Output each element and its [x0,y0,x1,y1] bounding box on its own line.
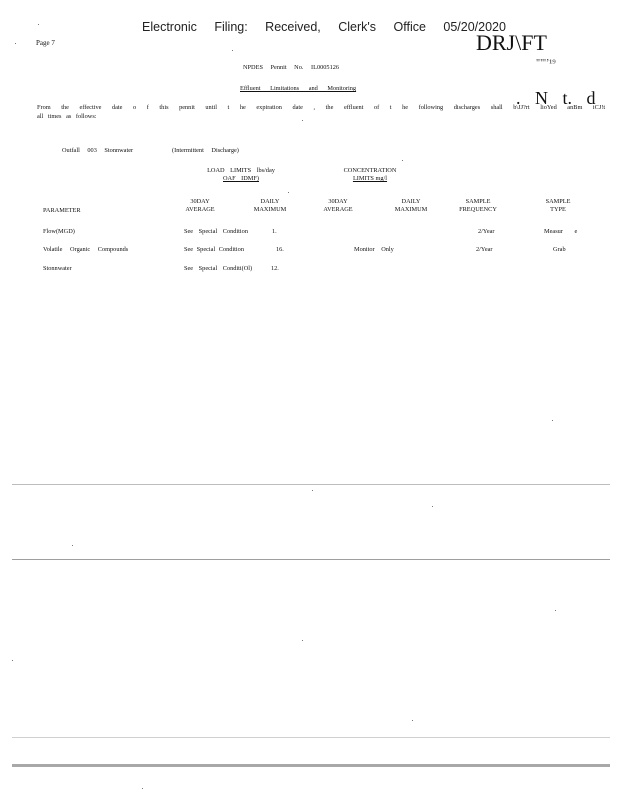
column-header-parameter: PARAMETER [43,207,81,214]
concentration-limits-header [330,167,410,183]
column-header-conc-daily [390,198,432,214]
column-header-line-1: DAILY [260,198,280,205]
row-3-load-average: See Special Conditi(Ol) [184,265,253,272]
row-2-load-average: See Special Condition [184,246,244,253]
column-header-line-2: MAXIMUM [253,206,287,214]
scan-speck [232,50,233,51]
column-header-line-1: SAMPLE [545,198,571,205]
scan-speck [72,545,73,546]
concentration-line-1: CONCENTRATION [343,167,397,174]
column-header-line-1: 30DAY [190,198,210,205]
scan-speck [552,420,553,421]
load-limits-header [196,167,286,183]
scan-speck [302,120,303,121]
section-title: Effluent Limitations and Monitoring [240,85,357,92]
scan-rule [12,737,610,738]
load-limits-line-2: OAF IDMF) [222,175,259,183]
row-1-parameter: Flow(MGD) [43,228,75,235]
row-1-load-average: See Special Condition [184,228,248,235]
outfall-name: Outfall 003 Stonnwater [62,147,134,154]
row-1-frequency: 2/Year [478,228,495,235]
column-header-load-daily [250,198,290,214]
row-2-sample-type: Grab [553,246,566,253]
outfall-type: (Intermittent Discharge) [172,147,239,154]
scan-speck [412,720,413,721]
column-header-sample-type [538,198,578,214]
column-header-line-1: SAMPLE [465,198,491,205]
scan-speck [402,160,403,161]
column-header-line-1: DAILY [401,198,421,205]
draft-watermark: DRJ\FT [476,30,547,55]
row-2-parameter: Volatile Organic Compounds [43,246,129,253]
scan-speck [312,490,313,491]
margin-annotation: . N t. d [516,88,596,108]
scan-rule [12,559,610,560]
column-header-conc-30day [318,198,358,214]
column-header-line-2: FREQUENCY [459,206,497,214]
row-2-conc-average: Monitor Only [354,246,394,253]
column-header-sample-frequency [456,198,500,214]
row-3-parameter: Stonnwater [43,265,72,272]
row-1-load-maximum: 1. [272,228,277,235]
load-limits-line-1: LOAD LIMITS lbs/day [207,167,275,174]
intro-line-2: all times as follows: [37,113,97,120]
row-2-load-maximum: 16. [276,246,284,253]
row-2-frequency: 2/Year [476,246,493,253]
scan-speck [12,660,13,661]
column-header-line-2: AVERAGE [185,206,215,214]
row-1-sample-type: Measur e [544,228,578,235]
column-header-line-2: TYPE [550,206,566,214]
permit-number-line: NPDES Pennit No. IL0005126 [243,64,340,71]
column-header-line-2: MAXIMUM [394,206,428,214]
scan-speck [38,24,39,25]
scan-speck [15,43,16,44]
scan-speck [432,506,433,507]
scan-speck [302,640,303,641]
scan-speck [288,192,289,193]
filing-stamp: Electronic Filing: Received, Clerk's Office 05/20/2020 [142,20,506,34]
page-number: Page 7 [36,39,55,47]
concentration-line-2: LIMITS mg/l [352,175,388,183]
scan-rule [12,764,610,767]
draft-sub-mark: ""'’¹⁹ [536,58,556,69]
column-header-line-1: 30DAY [328,198,348,205]
scan-rule [12,484,610,485]
intro-line-1: From the effective date o f this pennit until t he expiration date , the effluent of t he following discharges shall b\JJ?rt lioYed anBm iCJ!t [37,104,606,111]
scan-speck [555,610,556,611]
row-3-load-maximum: 12. [271,265,279,272]
column-header-line-2: AVERAGE [323,206,353,214]
scan-speck [142,788,143,789]
column-header-load-30day [180,198,220,214]
